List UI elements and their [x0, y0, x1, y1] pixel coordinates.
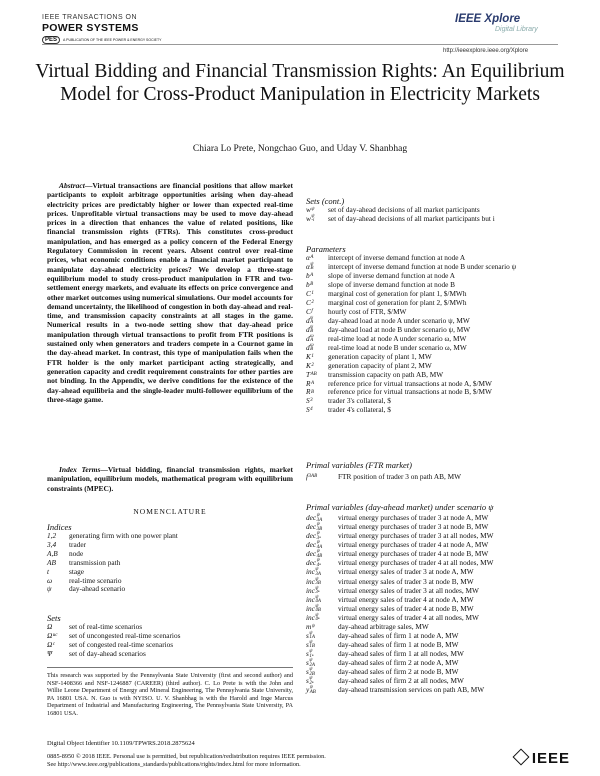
index-description: day-ahead scenario — [69, 584, 126, 594]
xplore-url[interactable]: http://ieeexplore.ieee.org/Xplore — [443, 48, 529, 54]
da-variable-description: virtual energy sales of trader 4 at node A, MW — [338, 594, 474, 604]
parameter-symbol: d ψ B — [306, 324, 314, 335]
da-variable-description: day-ahead transmission services on path AB, MW — [338, 685, 485, 695]
abstract-text: —Virtual transactions are financial positions that allow market participants to exploit arbitrage opportunities arising when day-ahead electricity prices are predictably higher or lower than expected real-time prices. Unprofitable virtual transactions may be used to move day-ahead prices in a direction that enhances the value of related positions, like financial transmission rights (FTRs). This constitutes cross-product manipulation, and has emerged as a policy concern of the Federal Energy Regulatory Commission in recent years. Absent control over real-time prices, what economic conditions enable a financial market participant to manipulate day-ahead electricity prices? We develop a three-stage equilibrium model to study cross-product manipulation in FTR and two-settlement energy markets, and evaluate its effects on price convergence and other market outcomes using numerical simulations. Our model accounts for demand uncertainty, the likelihood of congestion in both day-ahead and real-time, and transmission capacity constraints at all stages in the game. Numerical results in a two-node setting show that day-ahead price manipulation through virtual transactions to profit from FTR positions is sustained only when generators and traders compete in a Cournot game in the day-ahead market. In contrast, this type of manipulation fails when the FTR holder is the only market participant acting strategically, and generation capacity and credit requirement constraints for other parties are not binding. In the Appendix, we derive conditions for the existence of the day-ahead equilibria and the single-leader multi-follower equilibrium of the three-stage game. — [47, 181, 293, 404]
parameter-symbol: T AB — [306, 369, 317, 379]
index-symbol: A,B — [47, 548, 58, 558]
set-cont-row — [306, 215, 562, 224]
parameter-description: marginal cost of generation for plant 1, $/MWh — [328, 288, 467, 298]
da-variable-symbol: inc ψ 4B — [306, 603, 321, 614]
society-text: A PUBLICATION OF THE IEEE POWER & ENERGY SOCIETY — [63, 38, 162, 42]
index-terms-label: Index Terms — [59, 465, 101, 474]
da-variable-symbol: dec ψ 3B — [306, 522, 323, 532]
da-variable-description: day-ahead sales of firm 2 at node B, MW — [338, 667, 459, 677]
parameter-description: hourly cost of FTR, $/MW — [328, 306, 407, 316]
parameter-symbol: d ω B — [306, 342, 314, 353]
da-variable-description: virtual energy sales of trader 3 at node B, MW — [338, 576, 474, 586]
indices-list — [47, 532, 293, 594]
parameter-description: real-time load at node A under scenario ω, MW — [328, 333, 467, 343]
da-variable-symbol: inc ψ 4A — [306, 594, 321, 605]
index-description: generating firm with one power plant — [69, 531, 178, 540]
index-description: stage — [69, 566, 84, 576]
set-cont-symbol: w ψ — [306, 205, 315, 214]
da-variable-symbol: inc ψ 3A — [306, 567, 321, 577]
parameter-description: reference price for virtual transactions at node A, $/MW — [328, 378, 492, 388]
parameter-description: transmission capacity on path AB, MW — [328, 369, 444, 379]
da-variable-description: virtual energy sales of trader 4 at all nodes, MW — [338, 612, 479, 622]
parameter-symbol: S 3 — [306, 396, 313, 406]
sets-list — [47, 623, 293, 659]
index-description: real-time scenario — [69, 575, 122, 585]
da-variable-description: day-ahead arbitrage sales, MW — [338, 621, 429, 631]
parameter-description: day-ahead load at node A under scenario ψ, MW — [328, 315, 470, 325]
parameter-symbol: d ψ A — [306, 315, 314, 326]
parameter-symbol: K 1 — [306, 351, 314, 361]
parameter-description: slope of inverse demand function at node B — [328, 279, 456, 289]
set-symbol: Ω uc — [47, 630, 58, 640]
ieee-diamond-icon — [512, 749, 529, 766]
sets-cont-section — [306, 196, 562, 224]
primal-da-list — [306, 514, 562, 695]
parameter-description: day-ahead load at node B under scenario ψ, MW — [328, 324, 471, 334]
parameter-symbol: S 4 — [306, 405, 313, 415]
da-variable-symbol: s ψ 2• — [306, 676, 314, 686]
da-variable-description: day-ahead sales of firm 1 at all nodes, MW — [338, 649, 464, 658]
set-description: set of day-ahead scenarios — [69, 648, 146, 658]
da-variable-symbol: dec ψ 4A — [306, 540, 323, 550]
index-symbol: AB — [47, 557, 56, 567]
journal-line1: IEEE TRANSACTIONS ON — [42, 14, 138, 21]
sets-cont-heading: Sets (cont.) — [306, 196, 345, 206]
ftr-variable-row — [306, 473, 562, 482]
da-variable-symbol: s ψ 1• — [306, 649, 314, 659]
da-variable-symbol: y ψ AB — [306, 685, 316, 695]
parameter-symbol: C f — [306, 306, 313, 316]
da-variable-description: virtual energy purchases of trader 4 at node A, MW — [338, 540, 489, 550]
sets-cont-list — [306, 206, 562, 224]
da-variable-symbol: s ψ 1B — [306, 639, 315, 650]
parameter-symbol: R A — [306, 378, 315, 388]
parameter-row — [306, 406, 562, 415]
abstract-label: Abstract — [59, 181, 85, 190]
index-symbol: ψ — [47, 584, 52, 594]
set-description: set of uncongested real-time scenarios — [69, 630, 181, 640]
da-variable-description: virtual energy purchases of trader 3 at all nodes, MW — [338, 531, 494, 541]
index-symbol: 1,2 — [47, 531, 57, 540]
parameters-section — [306, 244, 562, 415]
authors: Chiara Lo Prete, Nongchao Guo, and Uday V. Shanbhag — [192, 144, 408, 154]
set-symbol: Ψ — [47, 648, 53, 658]
da-variable-symbol: s ψ 2B — [306, 667, 315, 677]
primal-ftr-heading: Primal variables (FTR market) — [306, 460, 412, 470]
da-variable-description: virtual energy purchases of trader 4 at all nodes, MW — [338, 558, 494, 568]
set-description: set of real-time scenarios — [69, 622, 143, 631]
copyright-line2: See http://www.ieee.org/publications_standards/publications/rights/index.html for more information. — [47, 761, 301, 768]
parameter-symbol: α A — [306, 253, 314, 262]
copyright — [47, 753, 467, 769]
society-line — [42, 36, 161, 44]
index-row — [47, 585, 293, 594]
index-description: transmission path — [69, 557, 121, 567]
xplore-logo: IEEE Xplore — [455, 13, 521, 25]
parameters-list — [306, 254, 562, 415]
parameter-description: real-time load at node B under scenario ω, MW — [328, 342, 467, 352]
journal-line2: POWER SYSTEMS — [42, 22, 139, 34]
parameter-description: slope of inverse demand function at node A — [328, 270, 456, 280]
set-cont-description: set of day-ahead decisions of all market participants — [328, 205, 480, 214]
xplore-subtitle: Digital Library — [495, 26, 538, 33]
parameter-symbol: b A — [306, 270, 314, 280]
index-symbol: t — [47, 566, 50, 576]
parameter-description: intercept of inverse demand function at node A — [328, 253, 466, 262]
index-description: node — [69, 548, 84, 558]
da-variable-description: virtual energy purchases of trader 4 at node B, MW — [338, 549, 489, 559]
header-rule — [42, 44, 558, 45]
parameters-heading: Parameters — [306, 244, 346, 254]
da-variable-description: day-ahead sales of firm 2 at all nodes, MW — [338, 676, 464, 686]
da-variable-symbol: dec ψ 3• — [306, 531, 321, 541]
set-row — [47, 650, 293, 659]
sets-heading: Sets — [47, 613, 61, 623]
da-variable-symbol: m ψ — [306, 621, 315, 631]
da-variable-description: virtual energy purchases of trader 3 at node B, MW — [338, 522, 489, 532]
set-cont-description: set of day-ahead decisions of all market participants but i — [328, 213, 495, 223]
footnote-rule — [47, 667, 293, 668]
set-cont-symbol: w ψ -i — [306, 213, 315, 224]
indices-section — [47, 522, 293, 594]
parameter-description: generation capacity of plant 2, MW — [328, 360, 432, 370]
parameter-description: reference price for virtual transactions at node B, $/MW — [328, 387, 492, 397]
ieee-logo — [515, 750, 570, 767]
da-variable-description: virtual energy sales of trader 3 at node A, MW — [338, 567, 474, 577]
parameter-description: intercept of inverse demand function at node B under scenario ψ — [328, 261, 517, 271]
primal-ftr-list — [306, 473, 562, 482]
da-variable-description: virtual energy sales of trader 4 at node B, MW — [338, 603, 474, 613]
set-symbol: Ω c — [47, 639, 56, 649]
parameter-symbol: b B — [306, 279, 314, 289]
index-row — [47, 541, 293, 550]
index-symbol: 3,4 — [47, 539, 57, 549]
da-variable-symbol: inc ψ 4• — [306, 612, 320, 623]
copyright-line1: 0885-8950 © 2018 IEEE. Personal use is permitted, but republication/redistribution requires IEEE permission. — [47, 753, 326, 760]
doi: Digital Object Identifier 10.1109/TPWRS.2018.2875624 — [47, 740, 195, 747]
da-variable-symbol: s ψ 2A — [306, 658, 315, 668]
index-symbol: ω — [47, 575, 53, 585]
parameter-description: trader 3's collateral, $ — [328, 396, 391, 406]
primal-da-heading: Primal variables (day-ahead market) under scenario ψ — [306, 502, 494, 512]
parameter-description: generation capacity of plant 1, MW — [328, 351, 432, 361]
da-variable-symbol: dec ψ 4• — [306, 558, 321, 568]
da-variable-symbol: inc ψ 3B — [306, 576, 321, 587]
ftr-variable-symbol: f 3AB — [306, 472, 318, 481]
sets-section — [47, 613, 293, 659]
parameter-description: marginal cost of generation for plant 2, $/MWh — [328, 297, 467, 307]
da-variable-description: day-ahead sales of firm 2 at node A, MW — [338, 658, 459, 668]
ieee-logo-text: IEEE — [531, 750, 570, 767]
parameter-symbol: C 1 — [306, 288, 314, 298]
parameter-description: trader 4's collateral, $ — [328, 405, 391, 415]
index-description: trader — [69, 539, 87, 549]
abstract — [47, 181, 293, 404]
da-variable-symbol: dec ψ 3A — [306, 513, 323, 523]
indices-heading: Indices — [47, 522, 72, 532]
parameter-symbol: d ω A — [306, 333, 314, 344]
da-variable-symbol: inc ψ 3• — [306, 585, 320, 596]
set-symbol: Ω — [47, 622, 53, 631]
da-variable-description: day-ahead sales of firm 1 at node B, MW — [338, 639, 459, 649]
pes-logo-icon: PES — [42, 36, 60, 44]
da-variable-description: day-ahead sales of firm 1 at node A, MW — [338, 630, 459, 640]
primal-da-section — [306, 502, 562, 695]
da-variable-symbol: dec ψ 4B — [306, 549, 323, 559]
parameter-symbol: R B — [306, 387, 315, 397]
parameter-symbol: α ψ B — [306, 261, 314, 272]
da-variable-description: virtual energy sales of trader 3 at all nodes, MW — [338, 585, 479, 595]
ftr-variable-description: FTR position of trader 3 on path AB, MW — [338, 472, 462, 481]
set-description: set of congested real-time scenarios — [69, 639, 174, 649]
index-terms-text: —Virtual bidding, financial transmission rights, market manipulation, equilibrium models, mathematical program with equilibrium constraints (MPEC). — [47, 465, 293, 493]
nomenclature-title: NOMENCLATURE — [133, 507, 207, 516]
primal-ftr-section — [306, 460, 562, 482]
da-variable-description: virtual energy purchases of trader 3 at node A, MW — [338, 513, 489, 522]
parameter-symbol: C 2 — [306, 297, 314, 307]
da-variable-row — [306, 686, 562, 695]
footnote: This research was supported by the Pennsylvania State University (first and second author) and NSF-1408366 and NSF-1246887 (CAREER) (third author). C. Lo Prete is with the John and Willie Leone Department of Energy and Mineral Engineering, The Pennsylvania State University, PA 16801 USA. N. Guo is with NYISO. U. V. Shanbhag is with the Harold and Inge Marcus Department of Industrial and Manufacturing Engineering, The Pennsylvania State University, PA 16801 USA. — [47, 672, 293, 717]
index-terms — [47, 465, 293, 493]
paper-title: Virtual Bidding and Financial Transmission Rights: An Equilibrium Model for Cross-Product Manipulation in Electricity Markets — [35, 61, 565, 105]
parameter-symbol: K 2 — [306, 360, 314, 370]
da-variable-symbol: s ψ 1A — [306, 630, 315, 641]
